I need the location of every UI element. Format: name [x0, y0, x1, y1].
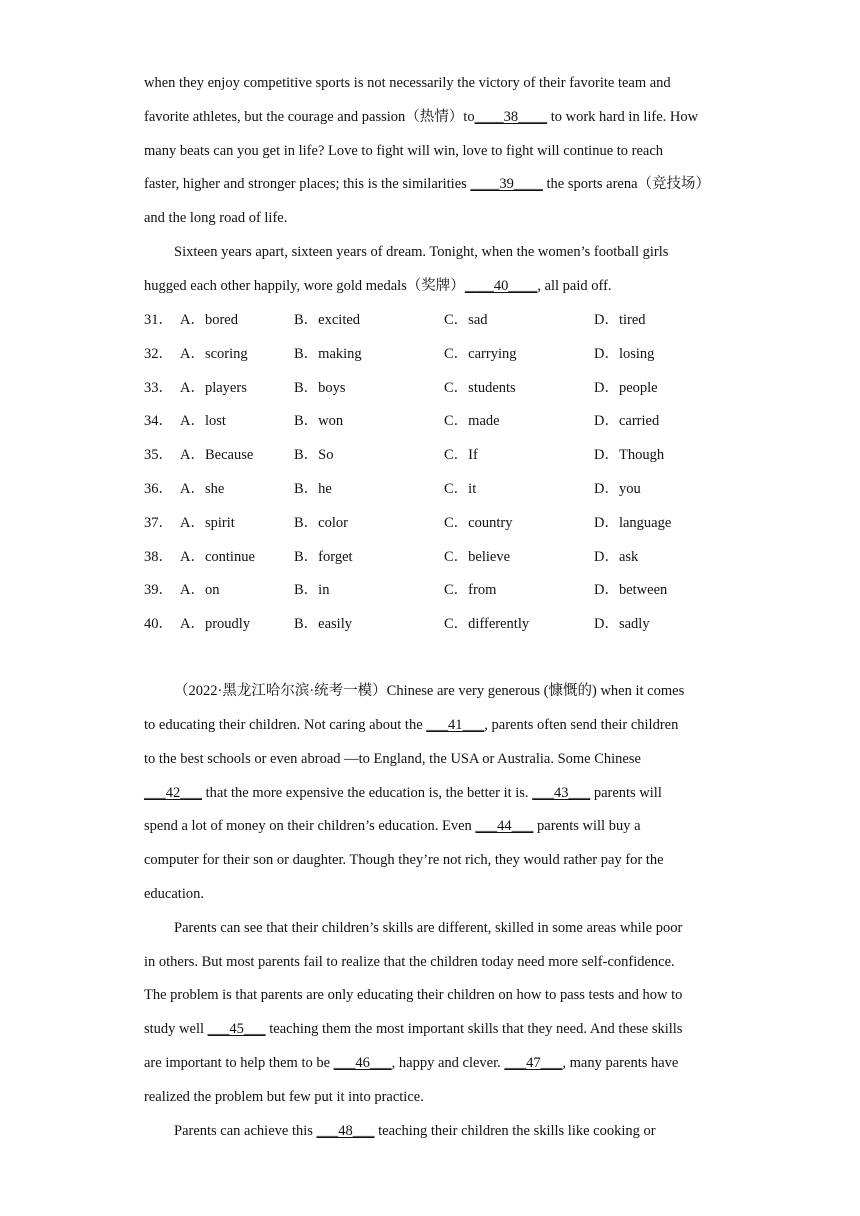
option-d[interactable]: D．language	[594, 515, 672, 531]
blank-44[interactable]: ___44___	[475, 818, 534, 834]
passage1-line: and the long road of life.	[144, 210, 288, 226]
passage2-line: The problem is that parents are only educating their children on how to pass tests and how to	[144, 987, 683, 1003]
question-number: 38．	[144, 549, 173, 565]
option-a[interactable]: A．Because	[180, 447, 254, 463]
question-row	[144, 378, 724, 398]
blank-45[interactable]: ___45___	[207, 1021, 266, 1037]
option-a[interactable]: A．continue	[180, 549, 255, 565]
option-c[interactable]: C．made	[444, 413, 500, 429]
option-c[interactable]: C．students	[444, 380, 516, 396]
option-b[interactable]: B．in	[294, 582, 330, 598]
passage2-line: education.	[144, 886, 204, 902]
passage2-line: Parents can achieve this ___48___ teaching their children the skills like cooking or	[174, 1123, 656, 1139]
option-b[interactable]: B．won	[294, 413, 344, 429]
option-b[interactable]: B．color	[294, 515, 348, 531]
option-d[interactable]: D．sadly	[594, 616, 650, 632]
passage2-line: ___42___ that the more expensive the education is, the better it is. ___43___ parents will	[144, 785, 662, 801]
option-a[interactable]: A．players	[180, 380, 247, 396]
option-a[interactable]: A．proudly	[180, 616, 251, 632]
option-b[interactable]: B．forget	[294, 549, 353, 565]
passage2-line: computer for their son or daughter. Though they’re not rich, they would rather pay for the	[144, 852, 664, 868]
blank-41[interactable]: ___41___	[426, 717, 485, 733]
option-c[interactable]: C．carrying	[444, 346, 517, 362]
option-d[interactable]: D．people	[594, 380, 658, 396]
question-number: 37．	[144, 515, 173, 531]
blank-47[interactable]: ___47___	[504, 1055, 563, 1071]
option-d[interactable]: D．you	[594, 481, 641, 497]
option-d[interactable]: D．ask	[594, 549, 639, 565]
blank-40[interactable]: ____40____	[464, 278, 538, 294]
passage1-line: Sixteen years apart, sixteen years of dream. Tonight, when the women’s football girls	[174, 244, 669, 260]
passage2-line: are important to help them to be ___46___, happy and clever. ___47___, many parents have	[144, 1055, 679, 1071]
question-row	[144, 445, 724, 465]
passage2-line: realized the problem but few put it into practice.	[144, 1089, 424, 1105]
passage2-line: to educating their children. Not caring about the ___41___, parents often send their children	[144, 717, 679, 733]
option-a[interactable]: A．scoring	[180, 346, 248, 362]
blank-38[interactable]: ____38____	[474, 109, 548, 125]
option-b[interactable]: B．So	[294, 447, 334, 463]
option-b[interactable]: B．boys	[294, 380, 346, 396]
passage2-line: spend a lot of money on their children’s education. Even ___44___ parents will buy a	[144, 818, 641, 834]
question-row	[144, 310, 724, 330]
passage2-line: in others. But most parents fail to realize that the children today need more self-confidence.	[144, 954, 675, 970]
question-row	[144, 344, 724, 364]
blank-42[interactable]: ___42___	[144, 785, 202, 801]
option-b[interactable]: B．making	[294, 346, 362, 362]
source-label: （2022·黑龙江哈尔滨·统考一模）	[174, 683, 387, 699]
option-b[interactable]: B．easily	[294, 616, 352, 632]
passage1-line: favorite athletes, but the courage and passion（热情）to____38____ to work hard in life. How	[144, 109, 699, 125]
option-d[interactable]: D．between	[594, 582, 668, 598]
question-row	[144, 479, 724, 499]
option-a[interactable]: A．on	[180, 582, 220, 598]
question-number: 33．	[144, 380, 173, 396]
question-row	[144, 513, 724, 533]
question-row	[144, 614, 724, 634]
option-c[interactable]: C．it	[444, 481, 477, 497]
passage2-line: study well ___45___ teaching them the most important skills that they need. And these skills	[144, 1021, 683, 1037]
passage2-line: （2022·黑龙江哈尔滨·统考一模）Chinese are very generous (慷慨的) when it comes	[174, 683, 685, 699]
question-row	[144, 580, 724, 600]
question-number: 39．	[144, 582, 173, 598]
option-d[interactable]: D．Though	[594, 447, 665, 463]
option-a[interactable]: A．she	[180, 481, 225, 497]
blank-39[interactable]: ____39____	[470, 176, 543, 192]
option-a[interactable]: A．spirit	[180, 515, 235, 531]
question-number: 36．	[144, 481, 173, 497]
option-b[interactable]: B．excited	[294, 312, 361, 328]
option-c[interactable]: C．If	[444, 447, 478, 463]
option-d[interactable]: D．carried	[594, 413, 660, 429]
question-row	[144, 411, 724, 431]
question-number: 32．	[144, 346, 173, 362]
passage1-line: faster, higher and stronger places; this is the similarities ____39____ the sports arena（竞技场）	[144, 176, 711, 192]
blank-46[interactable]: ___46___	[333, 1055, 392, 1071]
question-number: 31．	[144, 312, 173, 328]
question-number: 35．	[144, 447, 173, 463]
option-c[interactable]: C．country	[444, 515, 513, 531]
question-number: 34．	[144, 413, 173, 429]
option-a[interactable]: A．bored	[180, 312, 238, 328]
option-c[interactable]: C．sad	[444, 312, 488, 328]
blank-48[interactable]: ___48___	[316, 1123, 375, 1139]
option-c[interactable]: C．believe	[444, 549, 511, 565]
option-d[interactable]: D．tired	[594, 312, 646, 328]
option-a[interactable]: A．lost	[180, 413, 226, 429]
question-row	[144, 547, 724, 567]
option-c[interactable]: C．differently	[444, 616, 530, 632]
question-number: 40．	[144, 616, 173, 632]
passage1-line: when they enjoy competitive sports is not necessarily the victory of their favorite team and	[144, 75, 671, 91]
passage2-line: to the best schools or even abroad —to England, the USA or Australia. Some Chinese	[144, 751, 641, 767]
blank-43[interactable]: ___43___	[532, 785, 591, 801]
passage1-line: many beats can you get in life? Love to fight will win, love to fight will continue to reach	[144, 143, 664, 159]
option-b[interactable]: B．he	[294, 481, 332, 497]
option-c[interactable]: C．from	[444, 582, 497, 598]
passage2-line: Parents can see that their children’s skills are different, skilled in some areas while poor	[174, 920, 683, 936]
option-d[interactable]: D．losing	[594, 346, 655, 362]
passage1-line: hugged each other happily, wore gold medals（奖牌）____40____, all paid off.	[144, 278, 612, 294]
